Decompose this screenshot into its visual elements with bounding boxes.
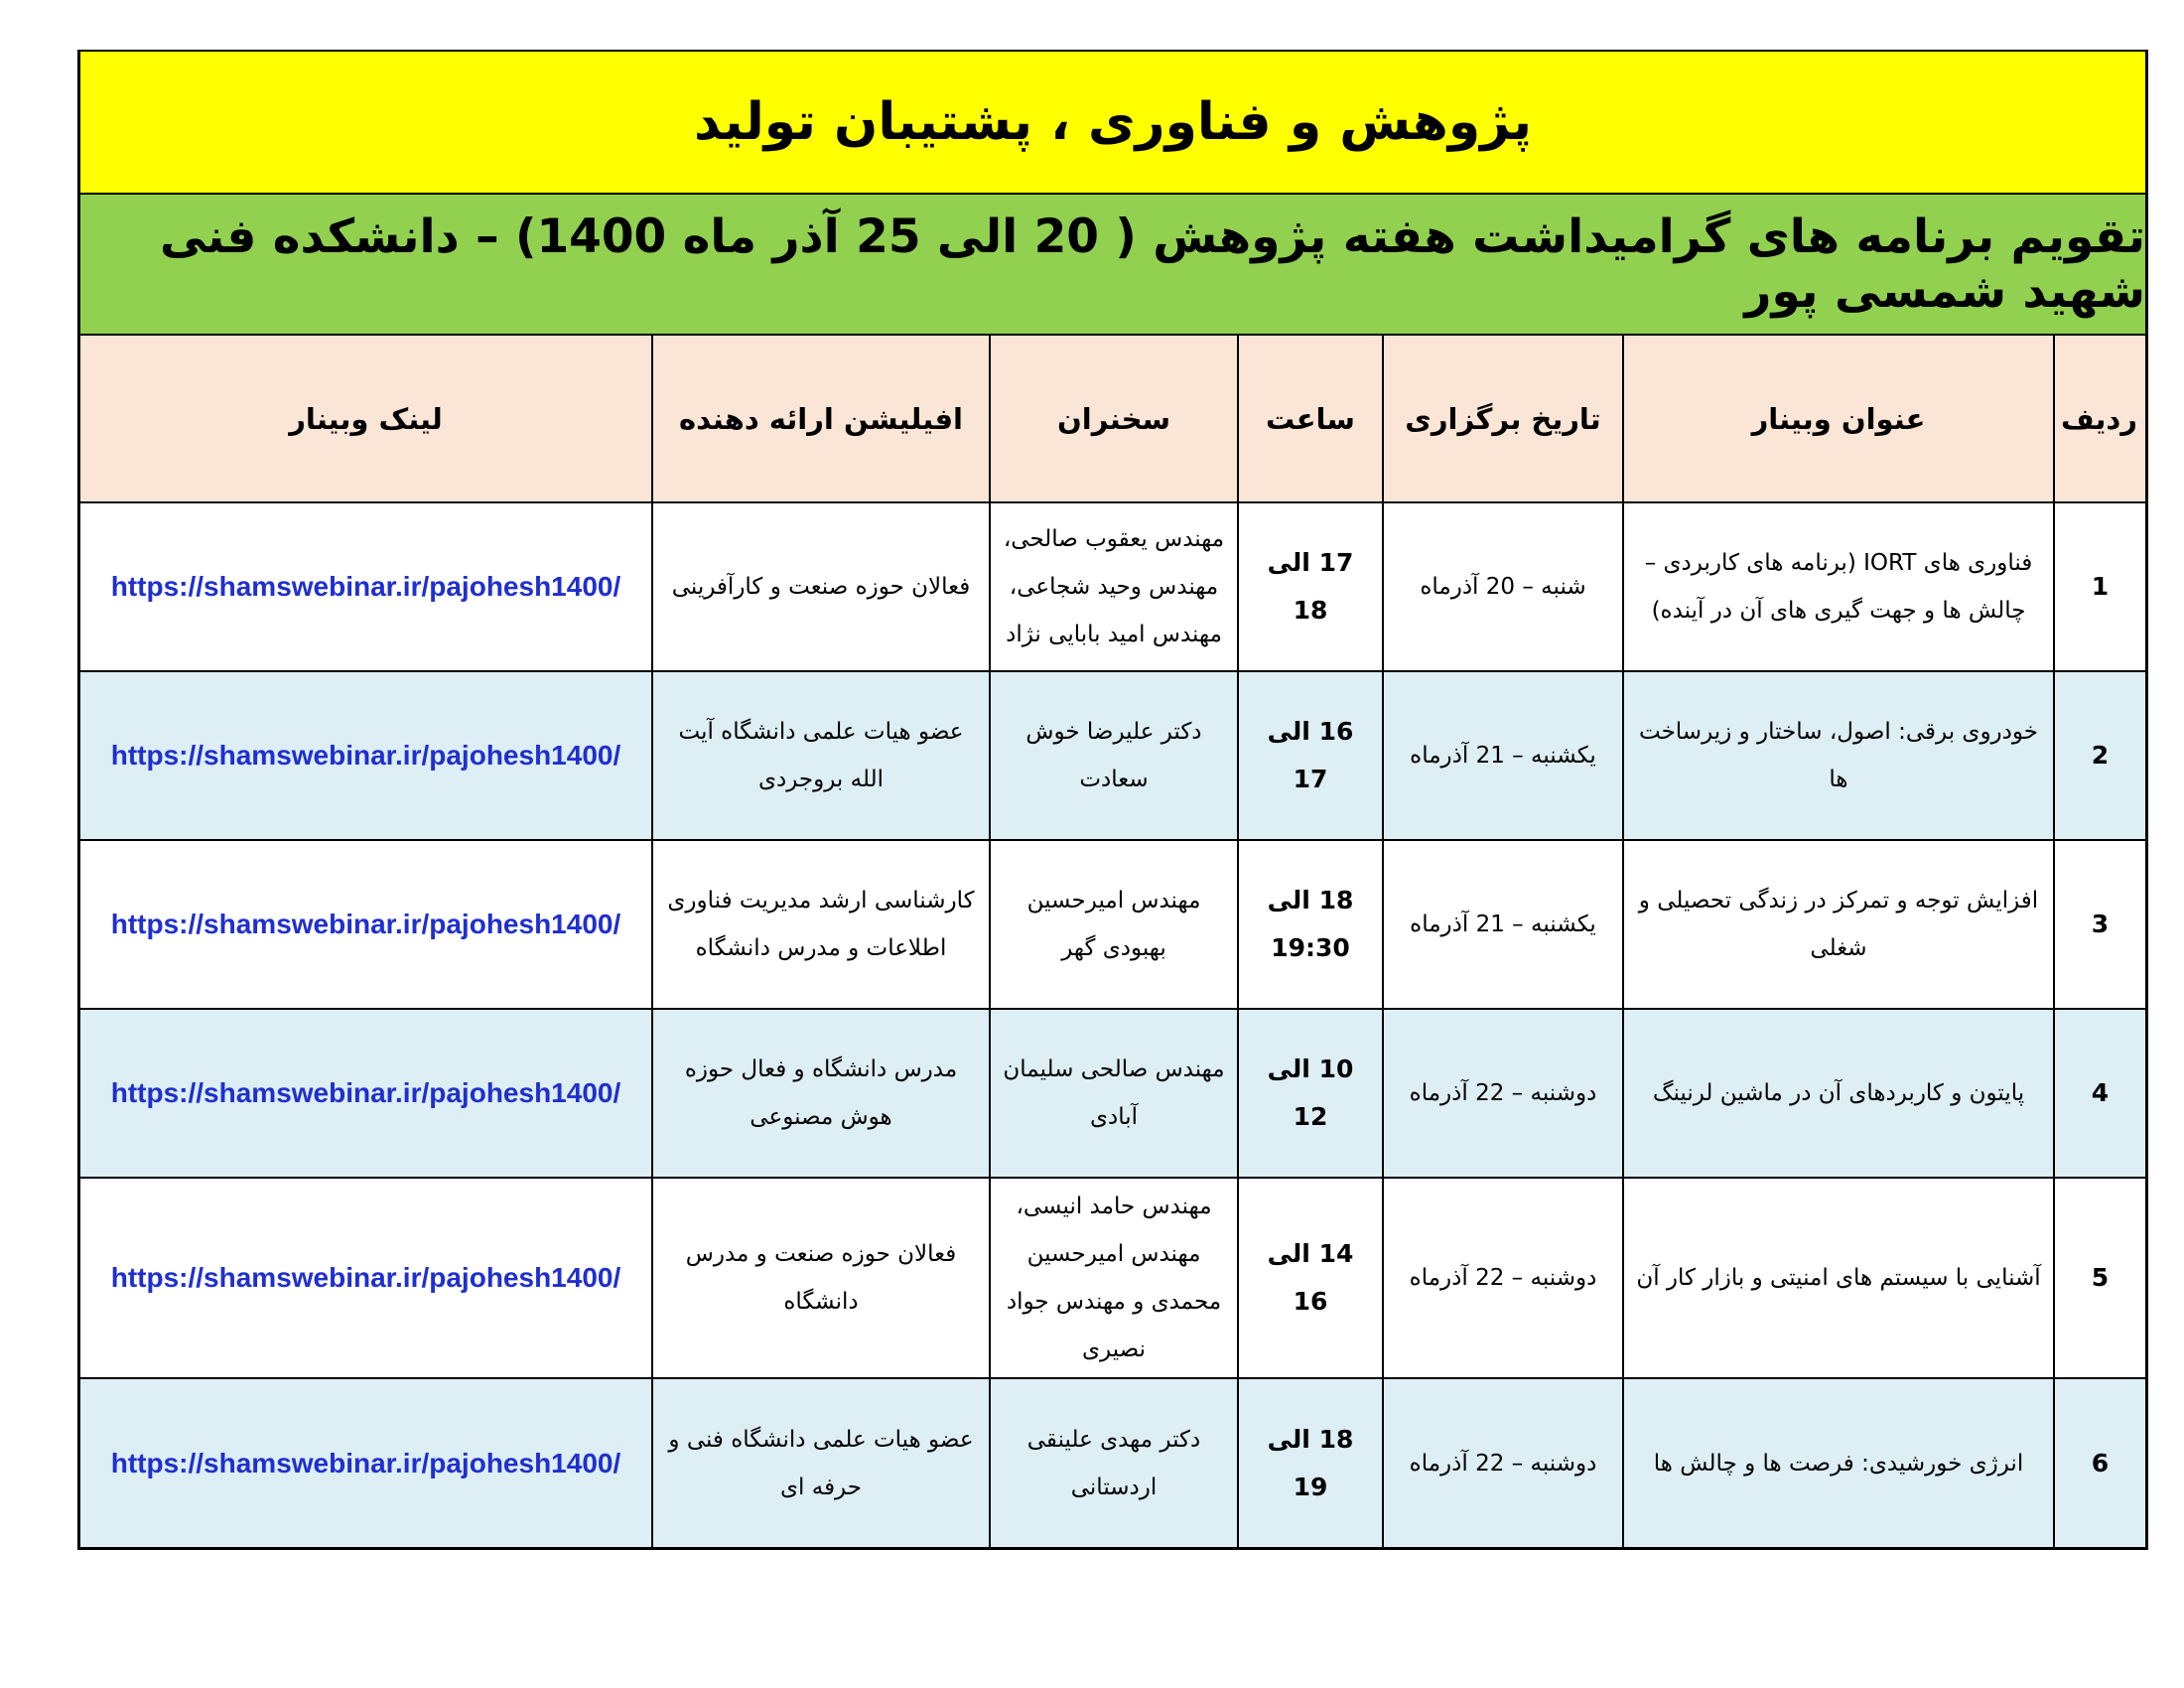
row-number: 5 (2054, 1178, 2145, 1378)
webinar-title: فناوری های IORT (برنامه های کاربردی – چالش ها و جهت گیری های آن در آینده) (1623, 502, 2054, 671)
table-row (80, 1009, 2145, 1178)
webinar-date: یکشنبه – 21 آذرماه (1383, 671, 1623, 840)
row-number: 4 (2054, 1009, 2145, 1178)
table-row (80, 840, 2145, 1009)
speaker-affiliation: فعالان حوزه صنعت و مدرس دانشگاه (652, 1178, 990, 1378)
schedule-document (77, 50, 2148, 1550)
webinar-speakers: دکتر مهدی علینقی اردستانی (990, 1378, 1238, 1547)
row-number: 6 (2054, 1378, 2145, 1547)
webinar-time: 16 الی 17 (1238, 671, 1383, 840)
webinar-date: شنبه – 20 آذرماه (1383, 502, 1623, 671)
speaker-affiliation: کارشناسی ارشد مدیریت فناوری اطلاعات و مدرس دانشگاه (652, 840, 990, 1009)
header-webinar-title: عنوان وبینار (1623, 336, 2054, 502)
speaker-affiliation: مدرس دانشگاه و فعال حوزه هوش مصنوعی (652, 1009, 990, 1178)
table-header-row (80, 336, 2145, 502)
webinar-link[interactable]: https://shamswebinar.ir/pajohesh1400/ (80, 1009, 652, 1178)
webinar-date: دوشنبه – 22 آذرماه (1383, 1009, 1623, 1178)
webinar-schedule-table (80, 336, 2145, 1547)
webinar-link[interactable]: https://shamswebinar.ir/pajohesh1400/ (80, 1378, 652, 1547)
webinar-speakers: دکتر علیرضا خوش سعادت (990, 671, 1238, 840)
speaker-affiliation: عضو هیات علمی دانشگاه آیت الله بروجردی (652, 671, 990, 840)
webinar-time: 18 الی 19:30 (1238, 840, 1383, 1009)
webinar-time: 18 الی 19 (1238, 1378, 1383, 1547)
row-number: 3 (2054, 840, 2145, 1009)
table-row (80, 1378, 2145, 1547)
speaker-affiliation: عضو هیات علمی دانشگاه فنی و حرفه ای (652, 1378, 990, 1547)
table-row (80, 671, 2145, 840)
row-number: 1 (2054, 502, 2145, 671)
webinar-link[interactable]: https://shamswebinar.ir/pajohesh1400/ (80, 502, 652, 671)
webinar-link[interactable]: https://shamswebinar.ir/pajohesh1400/ (80, 840, 652, 1009)
webinar-date: دوشنبه – 22 آذرماه (1383, 1378, 1623, 1547)
webinar-date: دوشنبه – 22 آذرماه (1383, 1178, 1623, 1378)
webinar-link[interactable]: https://shamswebinar.ir/pajohesh1400/ (80, 671, 652, 840)
table-row (80, 502, 2145, 671)
header-time: ساعت (1238, 336, 1383, 502)
webinar-link[interactable]: https://shamswebinar.ir/pajohesh1400/ (80, 1178, 652, 1378)
webinar-date: یکشنبه – 21 آذرماه (1383, 840, 1623, 1009)
webinar-speakers: مهندس صالحی سلیمان آبادی (990, 1009, 1238, 1178)
table-row (80, 1178, 2145, 1378)
webinar-title: افزایش توجه و تمرکز در زندگی تحصیلی و شغلی (1623, 840, 2054, 1009)
header-webinar-link: لینک وبینار (80, 336, 652, 502)
webinar-title: انرژی خورشیدی: فرصت ها و چالش ها (1623, 1378, 2054, 1547)
header-speakers: سخنران (990, 336, 1238, 502)
webinar-title: آشنایی با سیستم های امنیتی و بازار کار آن (1623, 1178, 2054, 1378)
webinar-speakers: مهندس امیرحسین بهبودی گهر (990, 840, 1238, 1009)
header-affiliation: افیلیشن ارائه دهنده (652, 336, 990, 502)
webinar-title: پایتون و کاربردهای آن در ماشین لرنینگ (1623, 1009, 2054, 1178)
page-title: پژوهش و فناوری ، پشتیبان تولید (80, 50, 2145, 195)
header-date: تاریخ برگزاری (1383, 336, 1623, 502)
webinar-speakers: مهندس یعقوب صالحی، مهندس وحید شجاعی، مهندس امید بابایی نژاد (990, 502, 1238, 671)
webinar-title: خودروی برقی: اصول، ساختار و زیرساخت ها (1623, 671, 2054, 840)
webinar-time: 14 الی 16 (1238, 1178, 1383, 1378)
webinar-time: 10 الی 12 (1238, 1009, 1383, 1178)
webinar-time: 17 الی 18 (1238, 502, 1383, 671)
webinar-speakers: مهندس حامد انیسی، مهندس امیرحسین محمدی و مهندس جواد نصیری (990, 1178, 1238, 1378)
speaker-affiliation: فعالان حوزه صنعت و کارآفرینی (652, 502, 990, 671)
row-number: 2 (2054, 671, 2145, 840)
header-row-number: ردیف (2054, 336, 2145, 502)
page-subtitle: تقویم برنامه های گرامیداشت هفته پژوهش ( 20 الی 25 آذر ماه 1400) – دانشکده فنی شهید شمسی پور (80, 195, 2145, 336)
